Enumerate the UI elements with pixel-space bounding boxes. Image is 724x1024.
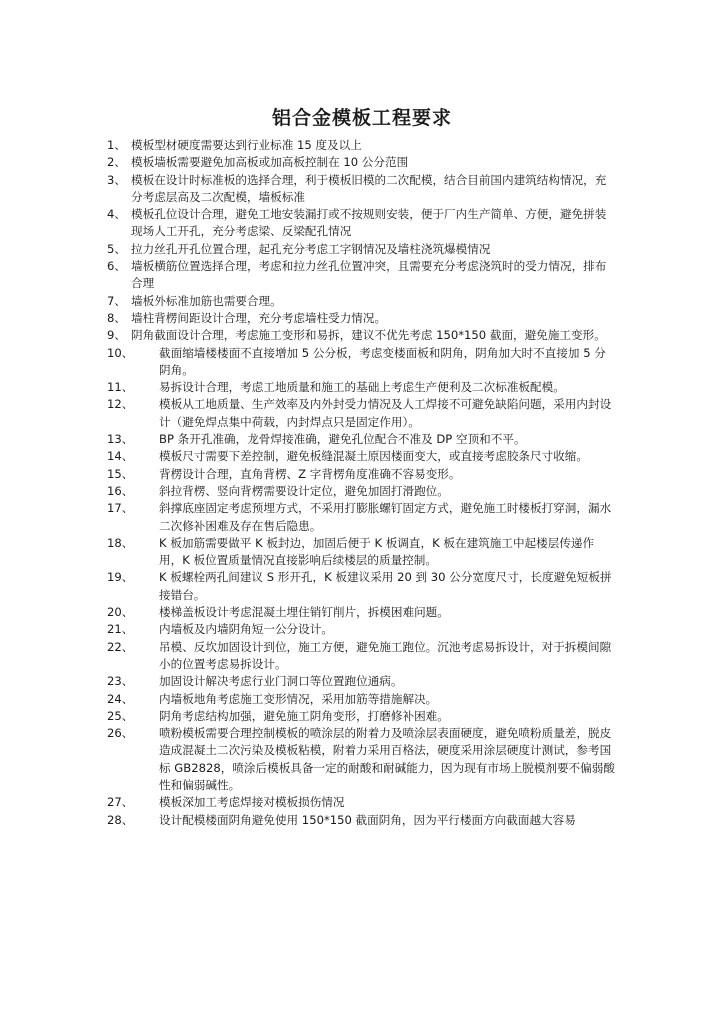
list-item-text: 斜拉背楞、竖向背楞需要设计定位，避免加固打滑跑位。 bbox=[159, 483, 449, 498]
list-item bbox=[107, 673, 615, 690]
list-item-text: 拉力丝孔开孔位置合理，起孔充分考虑工字钢情况及墙柱浇筑爆模情况 bbox=[131, 241, 491, 256]
list-item-text: 阴角考虑结构加强，避免施工阴角变形，打磨修补困难。 bbox=[159, 708, 449, 723]
list-item-number: 13、 bbox=[107, 432, 134, 447]
list-item-text: 模板从工地质量、生产效率及内外封受力情况及人工焊接不可避免缺陷问题，采用内封设计（避免焊点集中荷载，内封焊点只是固定作用）。 bbox=[159, 397, 612, 429]
list-item-text: 易拆设计合理，考虑工地质量和施工的基础上考虑生产便利及二次标准板配模。 bbox=[159, 380, 565, 395]
list-item-number: 4、 bbox=[107, 207, 126, 222]
list-item bbox=[107, 621, 615, 638]
list-item bbox=[107, 258, 615, 293]
list-item-number: 23、 bbox=[107, 674, 134, 689]
list-item-text: K 板螺栓两孔间建议 S 形开孔，K 板建议采用 20 到 30 公分宽度尺寸，长度避免短板拼接错台。 bbox=[159, 570, 612, 602]
list-item bbox=[107, 293, 615, 310]
list-item-text: 截面缩墙楼楼面不直接增加 5 公分板，考虑变楼面板和阴角，阴角加大时不直接加 5 分阴角。 bbox=[159, 345, 606, 377]
list-item-text: 吊模、反坎加固设计到位，施工方便，避免施工跑位。沉池考虑易拆设计，对于拆模间隙小的位置考虑易拆设计。 bbox=[159, 639, 612, 671]
list-item bbox=[107, 708, 615, 725]
list-item-number: 26、 bbox=[107, 726, 134, 741]
list-item-number: 2、 bbox=[107, 155, 126, 170]
list-item-text: 加固设计解决考虑行业门洞口等位置跑位通病。 bbox=[159, 674, 403, 689]
list-item-number: 25、 bbox=[107, 708, 134, 723]
list-item-text: 模板型材硬度需要达到行业标准 15 度及以上 bbox=[131, 138, 362, 152]
list-item bbox=[107, 812, 615, 829]
list-item bbox=[107, 569, 615, 604]
list-item-number: 3、 bbox=[107, 172, 126, 187]
list-item-number: 9、 bbox=[107, 328, 126, 343]
list-item bbox=[107, 345, 615, 380]
list-item-number: 27、 bbox=[107, 795, 134, 810]
list-item-number: 15、 bbox=[107, 466, 134, 481]
list-item-text: 内墙板及内墙阴角短一公分设计。 bbox=[159, 622, 333, 637]
list-item-number: 17、 bbox=[107, 501, 134, 516]
list-item-number: 22、 bbox=[107, 639, 134, 654]
list-item-text: 背楞设计合理，直角背楞、Z 字背楞角度准确不容易变形。 bbox=[159, 466, 461, 481]
list-item-number: 7、 bbox=[107, 293, 126, 308]
list-item-text: 墙板外标准加筋也需要合理。 bbox=[131, 293, 282, 308]
list-item-text: 墙柱背楞间距设计合理，充分考虑墙柱受力情况。 bbox=[131, 310, 387, 325]
list-item bbox=[107, 500, 615, 535]
list-item bbox=[107, 483, 615, 500]
list-item-number: 14、 bbox=[107, 449, 134, 464]
list-item-text: 设计配模楼面阴角避免使用 150*150 截面阴角，因为平行楼面方向截面越大容易 bbox=[159, 812, 576, 827]
list-item-number: 8、 bbox=[107, 310, 126, 325]
list-item-number: 18、 bbox=[107, 535, 134, 550]
list-item-number: 6、 bbox=[107, 259, 126, 274]
list-item-number: 10、 bbox=[107, 345, 134, 360]
list-item-number: 11、 bbox=[107, 380, 134, 395]
list-item bbox=[107, 206, 615, 241]
list-item-number: 24、 bbox=[107, 691, 134, 706]
list-item-number: 12、 bbox=[107, 397, 134, 412]
list-item bbox=[107, 691, 615, 708]
list-item-number: 20、 bbox=[107, 605, 134, 620]
list-item-text: 模板墙板需要避免加高板或加高板控制在 10 公分范围 bbox=[131, 155, 409, 170]
list-item-text: 阴角截面设计合理，考虑施工变形和易拆，建议不优先考虑 150*150 截面，避免施工变形。 bbox=[131, 328, 606, 343]
requirements-list bbox=[107, 137, 615, 829]
list-item-text: 模板孔位设计合理，避免工地安装漏打或不按规则安装，便于厂内生产简单、方便，避免拼装现场人工开孔，充分考虑梁、反梁配孔情况 bbox=[131, 207, 607, 239]
list-item bbox=[107, 448, 615, 465]
list-item bbox=[107, 172, 615, 207]
list-item bbox=[107, 310, 615, 327]
list-item bbox=[107, 604, 615, 621]
list-item bbox=[107, 725, 615, 794]
list-item-number: 1、 bbox=[107, 138, 126, 152]
list-item-text: 楼梯盖板设计考虑混凝土埋住销钉削片，拆模困难问题。 bbox=[159, 605, 449, 620]
list-item bbox=[107, 154, 615, 171]
list-item-text: K 板加筋需要做平 K 板封边，加固后便于 K 板调直，K 板在建筑施工中起楼层传递作用，K 板位置质量情况直接影响后续楼层的质量控制。 bbox=[159, 535, 595, 568]
list-item-number: 28、 bbox=[107, 812, 134, 827]
list-item-text: 内墙板地角考虑施工变形情况，采用加筋等措施解决。 bbox=[159, 691, 438, 706]
list-item bbox=[107, 794, 615, 811]
list-item-text: 模板尺寸需要下差控制，避免板缝混凝土原因楼面变大，或直接考虑胶条尺寸收缩。 bbox=[159, 449, 588, 464]
list-item-text: BP 条开孔准确，龙骨焊接准确，避免孔位配合不准及 DP 空顶和不平。 bbox=[159, 432, 526, 447]
list-item-number: 5、 bbox=[107, 241, 126, 256]
list-item-text: 斜撑底座固定考虑预埋方式，不采用打膨胀螺钉固定方式，避免施工时楼板打穿洞，漏水二次修补困难及存在售后隐患。 bbox=[159, 501, 612, 533]
list-item bbox=[107, 535, 615, 570]
list-item bbox=[107, 379, 615, 396]
list-item bbox=[107, 396, 615, 431]
list-item bbox=[107, 327, 615, 344]
list-item-text: 喷粉模板需要合理控制模板的喷涂层的附着力及喷涂层表面硬度，避免喷粉质量差，脱皮造成混凝土二次污染及模板粘模，附着力采用百格法，硬度采用涂层硬度计测试，参考国标 GB2828，喷涂后模板具备一定的耐酸和耐碱能力，因为现有市场上脱模剂要不偏弱酸性和偏弱碱性。 bbox=[159, 726, 615, 792]
list-item-text: 模板深加工考虑焊接对模板损伤情况 bbox=[159, 795, 345, 810]
list-item-number: 21、 bbox=[107, 622, 134, 637]
list-item bbox=[107, 639, 615, 674]
list-item bbox=[107, 431, 615, 448]
list-item-number: 16、 bbox=[107, 483, 134, 498]
list-item bbox=[107, 241, 615, 258]
list-item bbox=[107, 137, 615, 154]
list-item-text: 墙板横筋位置选择合理，考虑和拉力丝孔位置冲突，且需要充分考虑浇筑时的受力情况，排布合理 bbox=[131, 259, 607, 291]
list-item-number: 19、 bbox=[107, 570, 134, 585]
list-item bbox=[107, 466, 615, 483]
document-title: 铝合金模板工程要求 bbox=[271, 107, 452, 129]
list-item-text: 模板在设计时标准板的选择合理，利于模板旧模的二次配模，结合目前国内建筑结构情况，充分考虑层高及二次配模，墙板标准 bbox=[131, 172, 607, 204]
